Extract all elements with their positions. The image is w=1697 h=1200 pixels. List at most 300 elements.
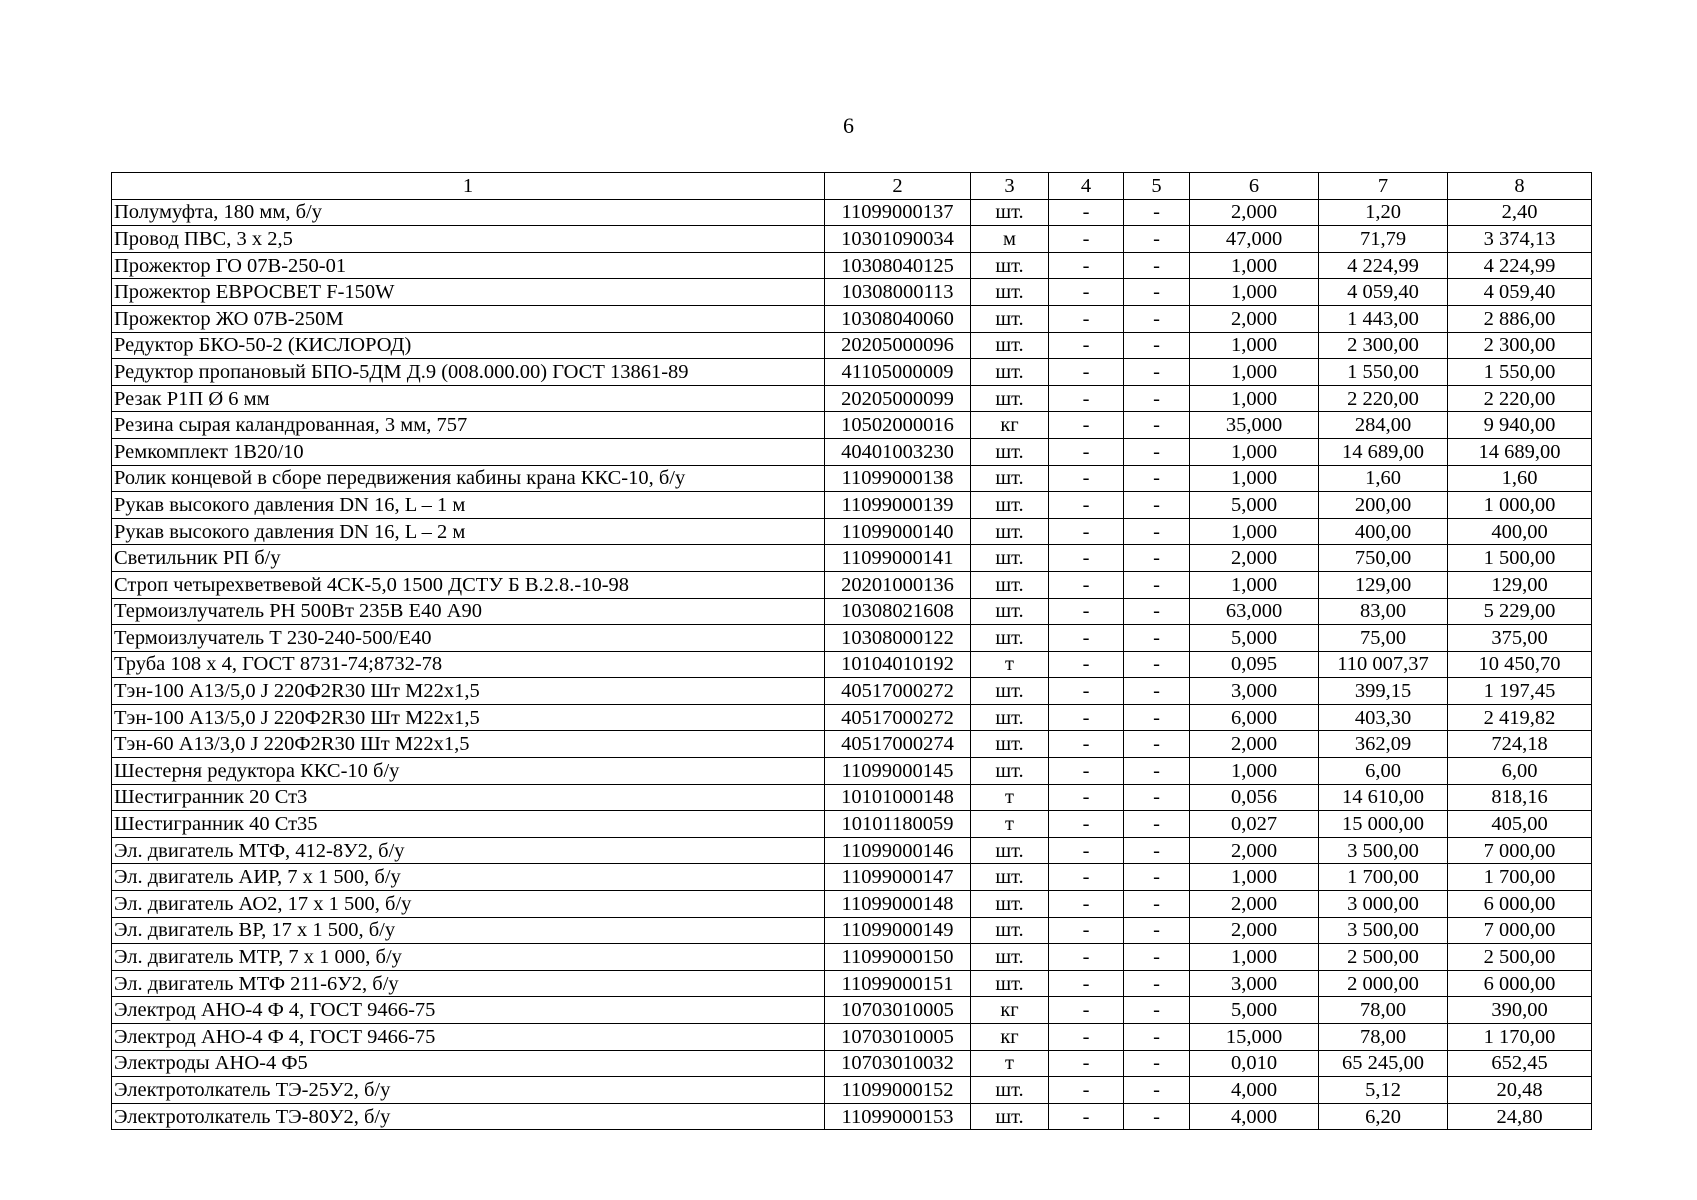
price-cell: 14 689,00: [1319, 438, 1448, 465]
item-name-cell: Электрод АНО-4 Ф 4, ГОСТ 9466-75: [112, 997, 825, 1024]
col5-cell: -: [1124, 279, 1190, 306]
item-name-cell: Эл. двигатель МТФ, 412-8У2, б/у: [112, 837, 825, 864]
col5-cell: -: [1124, 545, 1190, 572]
unit-cell: т: [971, 1050, 1049, 1077]
quantity-cell: 6,000: [1190, 704, 1319, 731]
table-row: [112, 917, 1592, 944]
price-cell: 3 500,00: [1319, 917, 1448, 944]
col5-cell: -: [1124, 359, 1190, 386]
price-cell: 110 007,37: [1319, 651, 1448, 678]
unit-cell: шт.: [971, 518, 1049, 545]
item-code-cell: 40517000274: [825, 731, 971, 758]
col5-cell: -: [1124, 837, 1190, 864]
unit-cell: шт.: [971, 1077, 1049, 1104]
column-header: 4: [1049, 173, 1124, 200]
total-cell: 4 224,99: [1448, 252, 1592, 279]
item-code-cell: 11099000152: [825, 1077, 971, 1104]
col4-cell: -: [1049, 625, 1124, 652]
table-body: [112, 199, 1592, 1130]
col4-cell: -: [1049, 1077, 1124, 1104]
col5-cell: -: [1124, 625, 1190, 652]
item-code-cell: 10703010032: [825, 1050, 971, 1077]
item-code-cell: 11099000151: [825, 970, 971, 997]
unit-cell: шт.: [971, 970, 1049, 997]
col5-cell: -: [1124, 518, 1190, 545]
item-code-cell: 10104010192: [825, 651, 971, 678]
table-row: [112, 279, 1592, 306]
item-name-cell: Строп четырехветвевой 4СК-5,0 1500 ДСТУ Б В.2.8.-10-98: [112, 571, 825, 598]
price-cell: 3 500,00: [1319, 837, 1448, 864]
price-cell: 284,00: [1319, 412, 1448, 439]
item-code-cell: 11099000148: [825, 891, 971, 918]
table-row: [112, 837, 1592, 864]
item-code-cell: 40517000272: [825, 704, 971, 731]
item-code-cell: 10101180059: [825, 811, 971, 838]
unit-cell: кг: [971, 997, 1049, 1024]
price-cell: 6,00: [1319, 758, 1448, 785]
quantity-cell: 4,000: [1190, 1077, 1319, 1104]
column-header: 6: [1190, 173, 1319, 200]
unit-cell: шт.: [971, 731, 1049, 758]
price-cell: 78,00: [1319, 997, 1448, 1024]
col5-cell: -: [1124, 758, 1190, 785]
col5-cell: -: [1124, 465, 1190, 492]
total-cell: 6 000,00: [1448, 891, 1592, 918]
unit-cell: шт.: [971, 678, 1049, 705]
price-cell: 129,00: [1319, 571, 1448, 598]
quantity-cell: 0,095: [1190, 651, 1319, 678]
total-cell: 2 419,82: [1448, 704, 1592, 731]
col4-cell: -: [1049, 571, 1124, 598]
quantity-cell: 2,000: [1190, 305, 1319, 332]
quantity-cell: 2,000: [1190, 891, 1319, 918]
total-cell: 2 500,00: [1448, 944, 1592, 971]
col5-cell: -: [1124, 784, 1190, 811]
item-code-cell: 11099000146: [825, 837, 971, 864]
col4-cell: -: [1049, 837, 1124, 864]
total-cell: 3 374,13: [1448, 226, 1592, 253]
item-name-cell: Труба 108 х 4, ГОСТ 8731-74;8732-78: [112, 651, 825, 678]
col4-cell: -: [1049, 305, 1124, 332]
quantity-cell: 0,056: [1190, 784, 1319, 811]
item-code-cell: 11099000139: [825, 492, 971, 519]
item-code-cell: 10101000148: [825, 784, 971, 811]
item-code-cell: 11099000141: [825, 545, 971, 572]
unit-cell: т: [971, 651, 1049, 678]
table-row: [112, 731, 1592, 758]
item-name-cell: Термоизлучатель РН 500Вт 235В Е40 А90: [112, 598, 825, 625]
quantity-cell: 0,027: [1190, 811, 1319, 838]
unit-cell: шт.: [971, 1103, 1049, 1130]
col4-cell: -: [1049, 678, 1124, 705]
col4-cell: -: [1049, 784, 1124, 811]
item-name-cell: Тэн-60 А13/3,0 J 220Ф2R30 Шт М22х1,5: [112, 731, 825, 758]
table-row: [112, 492, 1592, 519]
col4-cell: -: [1049, 891, 1124, 918]
item-name-cell: Ремкомплект 1В20/10: [112, 438, 825, 465]
price-cell: 78,00: [1319, 1024, 1448, 1051]
total-cell: 7 000,00: [1448, 917, 1592, 944]
quantity-cell: 1,000: [1190, 252, 1319, 279]
col5-cell: -: [1124, 970, 1190, 997]
quantity-cell: 1,000: [1190, 279, 1319, 306]
item-code-cell: 10308000113: [825, 279, 971, 306]
col5-cell: -: [1124, 704, 1190, 731]
total-cell: 2 300,00: [1448, 332, 1592, 359]
quantity-cell: 5,000: [1190, 492, 1319, 519]
total-cell: 1 197,45: [1448, 678, 1592, 705]
quantity-cell: 1,000: [1190, 944, 1319, 971]
unit-cell: шт.: [971, 837, 1049, 864]
unit-cell: шт.: [971, 465, 1049, 492]
price-cell: 3 000,00: [1319, 891, 1448, 918]
quantity-cell: 1,000: [1190, 332, 1319, 359]
col5-cell: -: [1124, 864, 1190, 891]
price-cell: 1 550,00: [1319, 359, 1448, 386]
price-cell: 1,20: [1319, 199, 1448, 226]
col4-cell: -: [1049, 1103, 1124, 1130]
quantity-cell: 2,000: [1190, 837, 1319, 864]
col4-cell: -: [1049, 332, 1124, 359]
total-cell: 5 229,00: [1448, 598, 1592, 625]
price-cell: 2 220,00: [1319, 385, 1448, 412]
col4-cell: -: [1049, 252, 1124, 279]
unit-cell: шт.: [971, 438, 1049, 465]
col4-cell: -: [1049, 758, 1124, 785]
col4-cell: -: [1049, 944, 1124, 971]
col5-cell: -: [1124, 438, 1190, 465]
quantity-cell: 3,000: [1190, 970, 1319, 997]
unit-cell: шт.: [971, 944, 1049, 971]
item-code-cell: 40517000272: [825, 678, 971, 705]
price-cell: 65 245,00: [1319, 1050, 1448, 1077]
price-cell: 71,79: [1319, 226, 1448, 253]
col5-cell: -: [1124, 651, 1190, 678]
table-row: [112, 252, 1592, 279]
table-row: [112, 784, 1592, 811]
total-cell: 129,00: [1448, 571, 1592, 598]
total-cell: 6,00: [1448, 758, 1592, 785]
col5-cell: -: [1124, 678, 1190, 705]
item-code-cell: 11099000137: [825, 199, 971, 226]
col5-cell: -: [1124, 305, 1190, 332]
col5-cell: -: [1124, 944, 1190, 971]
quantity-cell: 63,000: [1190, 598, 1319, 625]
col5-cell: -: [1124, 199, 1190, 226]
price-cell: 399,15: [1319, 678, 1448, 705]
item-code-cell: 10703010005: [825, 1024, 971, 1051]
item-code-cell: 11099000145: [825, 758, 971, 785]
total-cell: 7 000,00: [1448, 837, 1592, 864]
table-row: [112, 625, 1592, 652]
item-code-cell: 11099000149: [825, 917, 971, 944]
table-row: [112, 385, 1592, 412]
unit-cell: кг: [971, 1024, 1049, 1051]
table-row: [112, 1077, 1592, 1104]
unit-cell: шт.: [971, 492, 1049, 519]
col4-cell: -: [1049, 997, 1124, 1024]
item-name-cell: Полумуфта, 180 мм, б/у: [112, 199, 825, 226]
quantity-cell: 0,010: [1190, 1050, 1319, 1077]
price-cell: 750,00: [1319, 545, 1448, 572]
quantity-cell: 1,000: [1190, 438, 1319, 465]
item-name-cell: Тэн-100 А13/5,0 J 220Ф2R30 Шт М22х1,5: [112, 704, 825, 731]
price-cell: 2 000,00: [1319, 970, 1448, 997]
total-cell: 390,00: [1448, 997, 1592, 1024]
column-header: 7: [1319, 173, 1448, 200]
table-row: [112, 997, 1592, 1024]
col4-cell: -: [1049, 598, 1124, 625]
item-name-cell: Эл. двигатель АО2, 17 х 1 500, б/у: [112, 891, 825, 918]
table-row: [112, 704, 1592, 731]
total-cell: 2 886,00: [1448, 305, 1592, 332]
item-code-cell: 10308040125: [825, 252, 971, 279]
table-header-row: [112, 173, 1592, 200]
item-name-cell: Рукав высокого давления DN 16, L – 1 м: [112, 492, 825, 519]
price-cell: 362,09: [1319, 731, 1448, 758]
item-code-cell: 10301090034: [825, 226, 971, 253]
total-cell: 818,16: [1448, 784, 1592, 811]
col5-cell: -: [1124, 385, 1190, 412]
total-cell: 9 940,00: [1448, 412, 1592, 439]
quantity-cell: 35,000: [1190, 412, 1319, 439]
table-row: [112, 332, 1592, 359]
table-row: [112, 412, 1592, 439]
item-code-cell: 11099000150: [825, 944, 971, 971]
unit-cell: м: [971, 226, 1049, 253]
column-header: 8: [1448, 173, 1592, 200]
col5-cell: -: [1124, 226, 1190, 253]
item-name-cell: Редуктор пропановый БПО-5ДМ Д.9 (008.000.00) ГОСТ 13861-89: [112, 359, 825, 386]
item-name-cell: Эл. двигатель ВР, 17 х 1 500, б/у: [112, 917, 825, 944]
unit-cell: т: [971, 784, 1049, 811]
quantity-cell: 4,000: [1190, 1103, 1319, 1130]
table-row: [112, 758, 1592, 785]
total-cell: 2,40: [1448, 199, 1592, 226]
item-code-cell: 10502000016: [825, 412, 971, 439]
col4-cell: -: [1049, 279, 1124, 306]
quantity-cell: 1,000: [1190, 465, 1319, 492]
item-name-cell: Ролик концевой в сборе передвижения кабины крана ККС-10, б/у: [112, 465, 825, 492]
item-name-cell: Электротолкатель ТЭ-80У2, б/у: [112, 1103, 825, 1130]
table-row: [112, 598, 1592, 625]
item-name-cell: Термоизлучатель Т 230-240-500/Е40: [112, 625, 825, 652]
price-cell: 5,12: [1319, 1077, 1448, 1104]
quantity-cell: 15,000: [1190, 1024, 1319, 1051]
unit-cell: шт.: [971, 891, 1049, 918]
col4-cell: -: [1049, 359, 1124, 386]
total-cell: 6 000,00: [1448, 970, 1592, 997]
item-name-cell: Редуктор БКО-50-2 (КИСЛОРОД): [112, 332, 825, 359]
total-cell: 20,48: [1448, 1077, 1592, 1104]
item-code-cell: 11099000147: [825, 864, 971, 891]
item-name-cell: Рукав высокого давления DN 16, L – 2 м: [112, 518, 825, 545]
table-row: [112, 678, 1592, 705]
unit-cell: шт.: [971, 305, 1049, 332]
table-row: [112, 571, 1592, 598]
total-cell: 405,00: [1448, 811, 1592, 838]
price-cell: 4 059,40: [1319, 279, 1448, 306]
col5-cell: -: [1124, 1077, 1190, 1104]
unit-cell: шт.: [971, 332, 1049, 359]
col4-cell: -: [1049, 704, 1124, 731]
table-row: [112, 359, 1592, 386]
table-row: [112, 891, 1592, 918]
quantity-cell: 5,000: [1190, 625, 1319, 652]
total-cell: 1 700,00: [1448, 864, 1592, 891]
total-cell: 10 450,70: [1448, 651, 1592, 678]
col4-cell: -: [1049, 518, 1124, 545]
table-row: [112, 1050, 1592, 1077]
table-row: [112, 970, 1592, 997]
col4-cell: -: [1049, 1024, 1124, 1051]
price-cell: 83,00: [1319, 598, 1448, 625]
unit-cell: т: [971, 811, 1049, 838]
col4-cell: -: [1049, 412, 1124, 439]
col5-cell: -: [1124, 492, 1190, 519]
total-cell: 400,00: [1448, 518, 1592, 545]
item-name-cell: Шестигранник 20 Ст3: [112, 784, 825, 811]
item-name-cell: Резина сырая каландрованная, 3 мм, 757: [112, 412, 825, 439]
item-code-cell: 11099000140: [825, 518, 971, 545]
col4-cell: -: [1049, 545, 1124, 572]
unit-cell: шт.: [971, 252, 1049, 279]
item-name-cell: Электроды АНО-4 Ф5: [112, 1050, 825, 1077]
total-cell: 4 059,40: [1448, 279, 1592, 306]
item-name-cell: Провод ПВС, 3 х 2,5: [112, 226, 825, 253]
inventory-table: [111, 172, 1592, 1130]
table-row: [112, 199, 1592, 226]
unit-cell: шт.: [971, 199, 1049, 226]
unit-cell: шт.: [971, 359, 1049, 386]
item-code-cell: 11099000153: [825, 1103, 971, 1130]
table-row: [112, 864, 1592, 891]
unit-cell: шт.: [971, 385, 1049, 412]
item-code-cell: 10703010005: [825, 997, 971, 1024]
item-name-cell: Прожектор ГО 07В-250-01: [112, 252, 825, 279]
item-name-cell: Электротолкатель ТЭ-25У2, б/у: [112, 1077, 825, 1104]
item-name-cell: Эл. двигатель МТФ 211-6У2, б/у: [112, 970, 825, 997]
item-code-cell: 20205000096: [825, 332, 971, 359]
table-row: [112, 518, 1592, 545]
col4-cell: -: [1049, 492, 1124, 519]
item-name-cell: Резак Р1П Ø 6 мм: [112, 385, 825, 412]
table-row: [112, 305, 1592, 332]
col5-cell: -: [1124, 891, 1190, 918]
total-cell: 375,00: [1448, 625, 1592, 652]
item-name-cell: Светильник РП б/у: [112, 545, 825, 572]
item-code-cell: 20205000099: [825, 385, 971, 412]
item-code-cell: 40401003230: [825, 438, 971, 465]
price-cell: 15 000,00: [1319, 811, 1448, 838]
page-number: 6: [843, 113, 854, 138]
table-row: [112, 545, 1592, 572]
col5-cell: -: [1124, 917, 1190, 944]
item-name-cell: Шестигранник 40 Ст35: [112, 811, 825, 838]
item-code-cell: 41105000009: [825, 359, 971, 386]
quantity-cell: 2,000: [1190, 199, 1319, 226]
table-row: [112, 944, 1592, 971]
table-row: [112, 1024, 1592, 1051]
col4-cell: -: [1049, 864, 1124, 891]
col4-cell: -: [1049, 917, 1124, 944]
col5-cell: -: [1124, 252, 1190, 279]
total-cell: 724,18: [1448, 731, 1592, 758]
price-cell: 14 610,00: [1319, 784, 1448, 811]
unit-cell: шт.: [971, 545, 1049, 572]
col4-cell: -: [1049, 438, 1124, 465]
col5-cell: -: [1124, 571, 1190, 598]
table-row: [112, 438, 1592, 465]
total-cell: 24,80: [1448, 1103, 1592, 1130]
item-name-cell: Шестерня редуктора ККС-10 б/у: [112, 758, 825, 785]
total-cell: 1 000,00: [1448, 492, 1592, 519]
unit-cell: шт.: [971, 279, 1049, 306]
col4-cell: -: [1049, 465, 1124, 492]
col4-cell: -: [1049, 385, 1124, 412]
item-code-cell: 10308040060: [825, 305, 971, 332]
total-cell: 14 689,00: [1448, 438, 1592, 465]
total-cell: 1 170,00: [1448, 1024, 1592, 1051]
quantity-cell: 1,000: [1190, 385, 1319, 412]
item-name-cell: Электрод АНО-4 Ф 4, ГОСТ 9466-75: [112, 1024, 825, 1051]
item-name-cell: Тэн-100 А13/5,0 J 220Ф2R30 Шт М22х1,5: [112, 678, 825, 705]
column-header: 5: [1124, 173, 1190, 200]
quantity-cell: 2,000: [1190, 917, 1319, 944]
item-code-cell: 10308000122: [825, 625, 971, 652]
item-code-cell: 10308021608: [825, 598, 971, 625]
table-row: [112, 1103, 1592, 1130]
item-name-cell: Прожектор ЖО 07В-250М: [112, 305, 825, 332]
item-code-cell: 11099000138: [825, 465, 971, 492]
col5-cell: -: [1124, 1024, 1190, 1051]
total-cell: 2 220,00: [1448, 385, 1592, 412]
total-cell: 1,60: [1448, 465, 1592, 492]
col5-cell: -: [1124, 598, 1190, 625]
col5-cell: -: [1124, 1103, 1190, 1130]
price-cell: 2 500,00: [1319, 944, 1448, 971]
item-name-cell: Эл. двигатель АИР, 7 х 1 500, б/у: [112, 864, 825, 891]
col5-cell: -: [1124, 332, 1190, 359]
price-cell: 4 224,99: [1319, 252, 1448, 279]
unit-cell: кг: [971, 412, 1049, 439]
quantity-cell: 1,000: [1190, 758, 1319, 785]
price-cell: 1,60: [1319, 465, 1448, 492]
item-code-cell: 20201000136: [825, 571, 971, 598]
col4-cell: -: [1049, 199, 1124, 226]
col4-cell: -: [1049, 970, 1124, 997]
table-row: [112, 226, 1592, 253]
quantity-cell: 5,000: [1190, 997, 1319, 1024]
price-cell: 6,20: [1319, 1103, 1448, 1130]
column-header: 1: [112, 173, 825, 200]
item-name-cell: Эл. двигатель МТР, 7 х 1 000, б/у: [112, 944, 825, 971]
col5-cell: -: [1124, 997, 1190, 1024]
unit-cell: шт.: [971, 917, 1049, 944]
col5-cell: -: [1124, 811, 1190, 838]
col4-cell: -: [1049, 731, 1124, 758]
col5-cell: -: [1124, 1050, 1190, 1077]
price-cell: 1 443,00: [1319, 305, 1448, 332]
quantity-cell: 1,000: [1190, 864, 1319, 891]
total-cell: 1 500,00: [1448, 545, 1592, 572]
column-header: 2: [825, 173, 971, 200]
unit-cell: шт.: [971, 571, 1049, 598]
price-cell: 2 300,00: [1319, 332, 1448, 359]
unit-cell: шт.: [971, 704, 1049, 731]
total-cell: 652,45: [1448, 1050, 1592, 1077]
quantity-cell: 2,000: [1190, 731, 1319, 758]
